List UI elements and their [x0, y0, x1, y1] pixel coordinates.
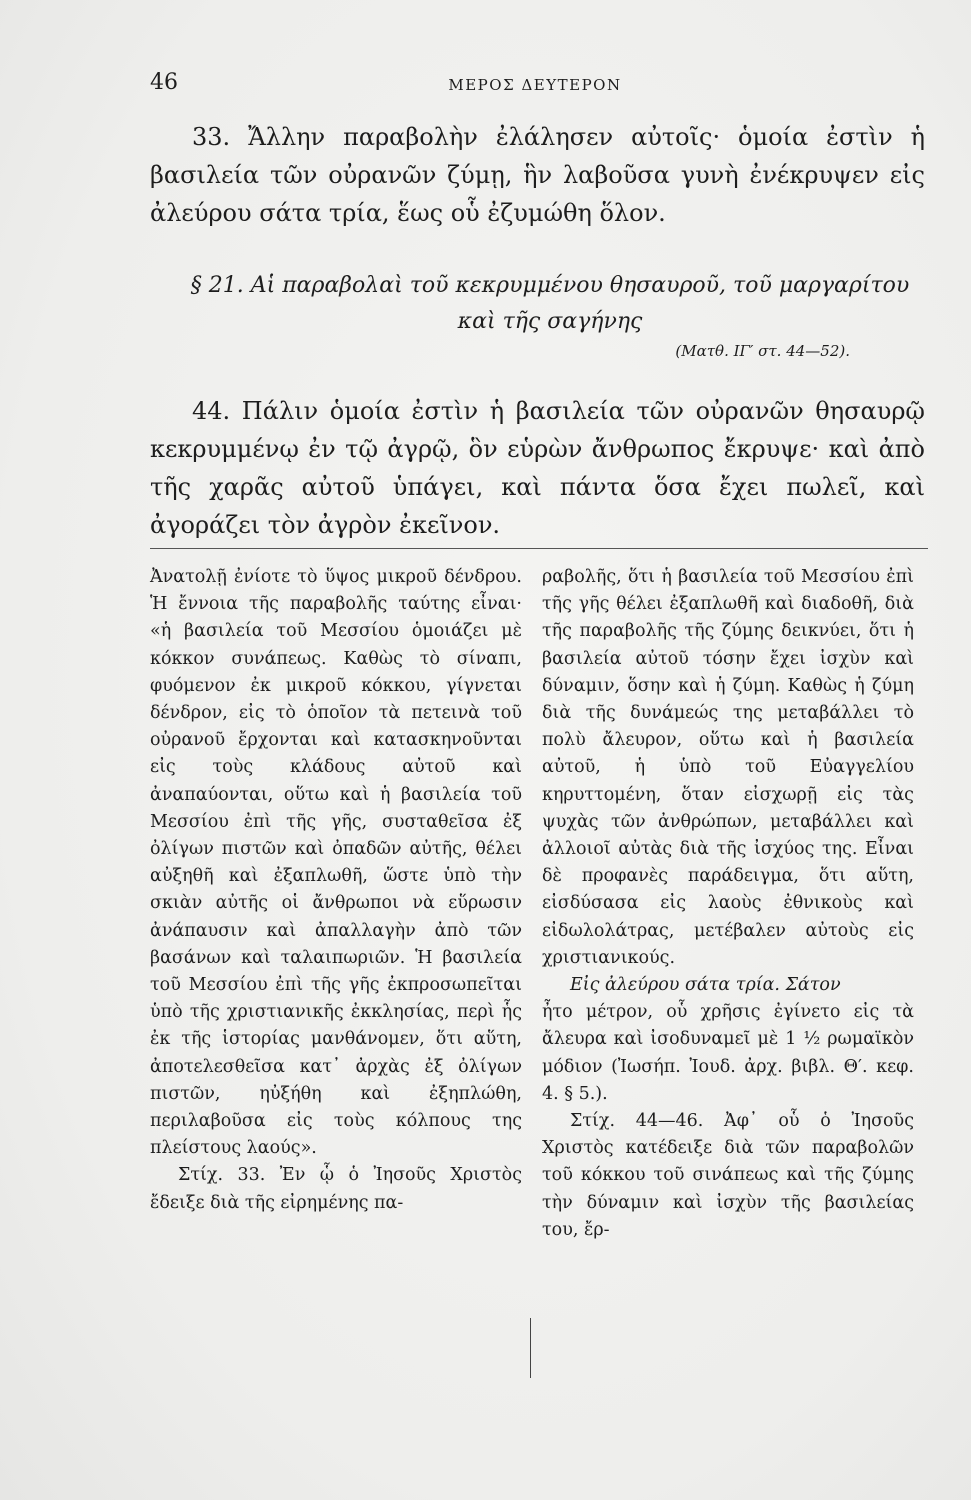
page-header — [150, 70, 920, 100]
page-number: 46 — [150, 70, 178, 95]
section-reference: (Ματθ. ΙΓ′ στ. 44—52). — [675, 342, 850, 360]
running-title: ΜΕΡΟΣ ΔΕΥΤΕΡΟΝ — [448, 76, 622, 94]
commentary-left-text: Ἀνατολῇ ἐνίοτε τὸ ὕψος μικροῦ δένδρου. Ἡ ἔννοια τῆς παραβολῆς ταύτης εἶναι· «ἡ βασιλεία τοῦ Μεσσίου ὁμοιάζει μὲ κόκκον συνάπεως. Καθὼς τὸ σίναπι, φυόμενον ἐκ μικροῦ κόκκου, γίγνεται δένδρον, εἰς τὸ ὁποῖον τὰ πετεινὰ τοῦ οὐρανοῦ ἔρχονται καὶ κατασκηνοῦνται εἰς τοὺς κλάδους αὐτοῦ καὶ ἀναπαύονται, οὕτω καὶ ἡ βασιλεία τοῦ Μεσσίου ἐπὶ τῆς γῆς, συσταθεῖσα ἐξ ὀλίγων πιστῶν καὶ ὀπαδῶν αὐτῆς, θέλει αὐξηθῆ καὶ ἐξαπλωθῆ, ὥστε ὑπὸ τὴν σκιὰν αὐτῆς οἱ ἄνθρωποι νὰ εὕρωσιν ἀνάπαυσιν καὶ ἀπαλλαγὴν ἀπὸ τῶν βασάνων καὶ ταλαιπωριῶν. Ἡ βασιλεία τοῦ Μεσσίου ἐπὶ τῆς γῆς ἐκπροσωπεῖται ὑπὸ τῆς χριστιανικῆς ἐκκλησίας, περὶ ἧς ἐκ τῆς ἱστορίας μανθάνομεν, ὅτι αὕτη, ἀποτελεσθεῖσα κατ᾽ ἀρχὰς ἐξ ὀλίγων πιστῶν, ηὐξήθη καὶ ἐξηπλώθη, περιλαβοῦσα εἰς τοὺς κόλπους της πλείστους λαούς». — [150, 567, 522, 1159]
commentary-right-column — [542, 564, 914, 1244]
commentary-stix-33: Στίχ. 33. Ἐν ᾧ ὁ Ἰησοῦς Χριστὸς ἔδειξε διὰ τῆς εἰρημένης πα- — [150, 1165, 522, 1213]
section-title: § 21. Αἱ παραβολαὶ τοῦ κεκρυμμένου θησαυροῦ, τοῦ μαργαρίτου καὶ τῆς σαγήνης — [190, 273, 910, 334]
verse-33: 33. Ἄλλην παραβολὴν ἐλάλησεν αὐτοῖς· ὁμοία ἐστὶν ἡ βασιλεία τῶν οὐρανῶν ζύμῃ, ἣν λαβοῦσα γυνὴ ἐνέκρυψεν εἰς ἀλεύρου σάτα τρία, ἕως οὗ ἐζυμώθη ὅλον. — [150, 123, 925, 227]
section-heading — [180, 268, 920, 362]
commentary-left-column — [150, 564, 522, 1217]
text-commentary-divider — [150, 548, 928, 549]
main-text-upper — [150, 118, 925, 232]
verse-44: 44. Πάλιν ὁμοία ἐστὶν ἡ βασιλεία τῶν οὐρανῶν θησαυρῷ κεκρυμμένῳ ἐν τῷ ἀγρῷ, ὃν εὑρὼν ἄνθρωπος ἔκρυψε· καὶ ἀπὸ τῆς χαρᾶς αὐτοῦ ὑπάγει, καὶ πάντα ὅσα ἔχει πωλεῖ, καὶ ἀγοράζει τὸν ἀγρὸν ἐκεῖνον. — [150, 397, 925, 539]
main-text-lower — [150, 392, 925, 544]
commentary-satov-text: ἦτο μέτρον, οὗ χρῆσις ἐγίνετο εἰς τὰ ἄλευρα καὶ ἰσοδυναμεῖ μὲ 1 ½ ρωμαϊκὸν μόδιον (Ἰωσήπ. Ἰουδ. ἀρχ. βιβλ. Θ′. κεφ. 4. § 5.). — [542, 1002, 914, 1104]
commentary-italic-lead: Εἰς ἀλεύρου σάτα τρία. Σάτον — [570, 975, 841, 996]
commentary-right-text: ραβολῆς, ὅτι ἡ βασιλεία τοῦ Μεσσίου ἐπὶ τῆς γῆς θέλει ἐξαπλωθῆ καὶ διαδοθῆ, διὰ τῆς παραβολῆς τῆς ζύμης δεικνύει, ὅτι ἡ βασιλεία αὐτοῦ τόσην ἔχει ἰσχὺν καὶ δύναμιν, ὅσην καὶ ἡ ζύμη. Καθὼς ἡ ζύμη διὰ τῆς δυνάμεώς της μεταβάλλει τὸ πολὺ ἄλευρον, οὕτω καὶ ἡ βασιλεία αὐτοῦ, ἡ ὑπὸ τοῦ Εὐαγγελίου κηρυττομένη, ὅταν εἰσχωρῇ εἰς τὰς ψυχὰς τῶν ἀνθρώπων, μεταβάλλει καὶ ἀλλοιοῖ αὐτὰς διὰ τῆς ἰσχύος της. Εἶναι δὲ προφανὲς παράδειγμα, ὅτι αὕτη, εἰσδύσασα εἰς λαοὺς ἐθνικοὺς καὶ εἰδωλολάτρας, μετέβαλεν αὐτοὺς εἰς χριστιανικούς. — [542, 567, 914, 968]
column-rule — [530, 1318, 531, 1378]
commentary-stix-44: Στίχ. 44—46. Ἀφ᾽ οὗ ὁ Ἰησοῦς Χριστὸς κατέδειξε διὰ τῶν παραβολῶν τοῦ κόκκου τοῦ σινάπεως καὶ τῆς ζύμης τὴν δύναμιν καὶ ἰσχὺν τῆς βασιλείας του, ἔρ- — [542, 1111, 914, 1240]
